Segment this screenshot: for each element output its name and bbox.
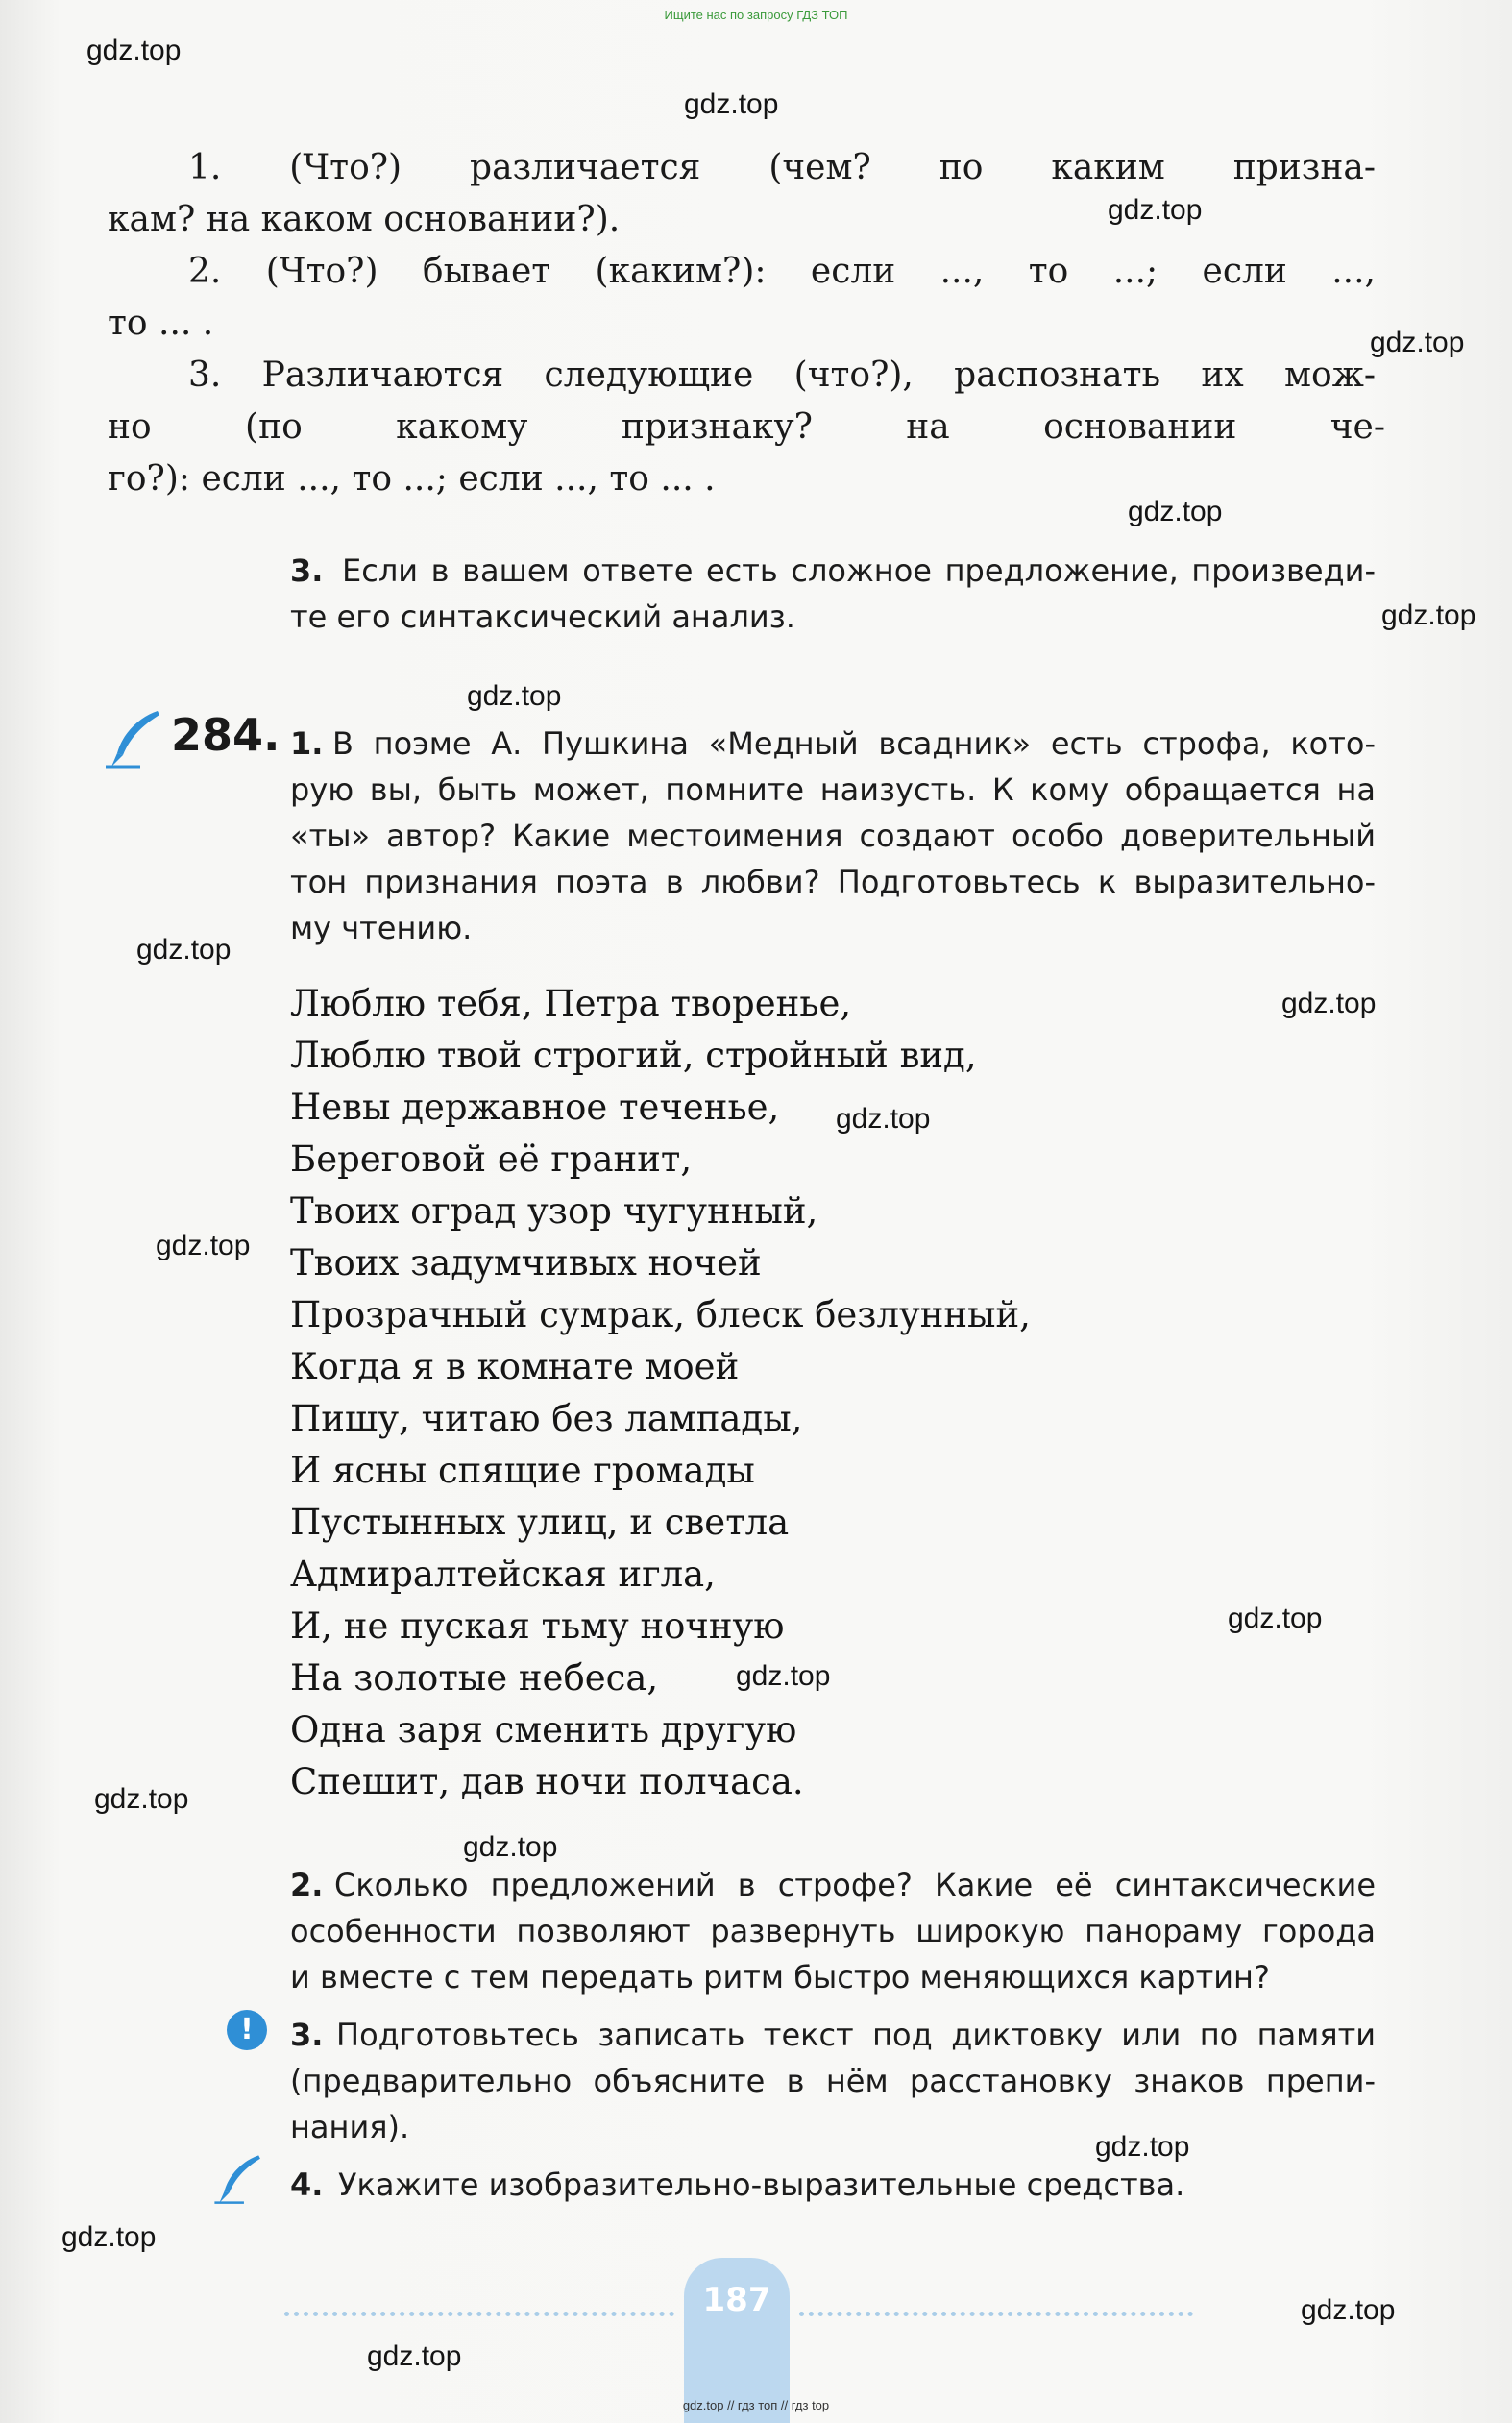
poem-line: Береговой её гранит,: [290, 1138, 693, 1180]
watermark: gdz.top: [463, 1831, 558, 1863]
task-text: Укажите изобразительно-выразительные средства.: [338, 2166, 1185, 2203]
poem-line: Пишу, читаю без лампады,: [290, 1398, 803, 1439]
watermark: gdz.top: [1108, 194, 1203, 226]
poem-line: На золотые небеса,: [290, 1657, 659, 1699]
poem-line: Невы державное теченье,: [290, 1087, 780, 1128]
watermark: gdz.top: [684, 88, 779, 120]
watermark: gdz.top: [136, 934, 232, 966]
pen-icon: [211, 2152, 265, 2206]
plan-line: кам? на каком основании?).: [108, 200, 621, 239]
exclamation-icon: !: [227, 2010, 267, 2050]
task-text: тон признания поэта в любви? Подготовьтесь к выразительно-: [290, 864, 1376, 900]
task-text: му чтению.: [290, 910, 473, 946]
footer-dots: [284, 2312, 674, 2316]
plan-line: 2. (Что?) бывает (каким?): если ..., то ...; если ...,: [188, 252, 1376, 291]
watermark: gdz.top: [1301, 2294, 1396, 2326]
task-text: нания).: [290, 2109, 410, 2145]
watermark: gdz.top: [94, 1783, 189, 1815]
pen-icon: [102, 707, 165, 771]
watermark: gdz.top: [1128, 496, 1223, 527]
poem-line: Одна заря сменить другую: [290, 1709, 797, 1750]
poem-line: Люблю тебя, Петра творенье,: [290, 983, 852, 1024]
task-text: Сколько предложений в строфе? Какие её синтаксические: [334, 1867, 1376, 1903]
watermark: gdz.top: [1370, 327, 1465, 358]
task-number: 1.: [290, 725, 324, 762]
task-number: 3.: [290, 2017, 324, 2053]
task-number: 4.: [290, 2166, 324, 2203]
poem-line: Адмиралтейская игла,: [290, 1554, 716, 1595]
poem-line: Твоих оград узор чугунный,: [290, 1190, 818, 1232]
task-text: те его синтаксический анализ.: [290, 599, 795, 635]
plan-line: 3. Различаются следующие (что?), распознать их мож-: [188, 355, 1376, 395]
watermark: gdz.top: [367, 2340, 462, 2372]
footer-dots: [799, 2312, 1193, 2316]
poem-line: Прозрачный сумрак, блеск безлунный,: [290, 1294, 1031, 1335]
exercise-number: 284.: [171, 709, 280, 761]
poem-line: Пустынных улиц, и светла: [290, 1502, 790, 1543]
plan-line: то ... .: [108, 304, 214, 343]
task-text: рую вы, быть может, помните наизусть. К кому обращается на: [290, 771, 1376, 808]
poem-line: Когда я в комнате моей: [290, 1346, 740, 1387]
task-text: Подготовьтесь записать текст под диктовку или по памяти: [336, 2017, 1376, 2053]
poem-line: И, не пуская тьму ночную: [290, 1605, 785, 1647]
plan-line: 1. (Что?) различается (чем? по каким призна-: [188, 148, 1376, 187]
watermark: gdz.top: [1381, 600, 1476, 631]
watermark: gdz.top: [836, 1103, 931, 1135]
watermark: gdz.top: [156, 1230, 251, 1261]
task-text: особенности позволяют развернуть широкую панораму города: [290, 1913, 1376, 1949]
task-text: (предварительно объясните в нём расстановку знаков препи-: [290, 2063, 1376, 2099]
task-text: Если в вашем ответе есть сложное предложение, произведи-: [342, 552, 1376, 589]
watermark: gdz.top: [61, 2221, 157, 2253]
task-text: и вместе с тем передать ритм быстро меняющихся картин?: [290, 1959, 1270, 1995]
poem-line: Твоих задумчивых ночей: [290, 1242, 762, 1284]
watermark: gdz.top: [1281, 988, 1377, 1019]
poem-line: Люблю твой строгий, стройный вид,: [290, 1035, 977, 1076]
plan-line: го?): если ..., то ...; если ..., то ... .: [108, 459, 716, 499]
watermark: gdz.top: [467, 680, 562, 712]
task-number: 2.: [290, 1867, 324, 1903]
task-text: «ты» автор? Какие местоимения создают особо доверительный: [290, 818, 1376, 854]
watermark: gdz.top: [1228, 1603, 1323, 1634]
plan-line: но (по какому признаку? на основании че-: [108, 407, 1385, 447]
watermark: gdz.top: [1095, 2131, 1190, 2163]
poem-line: Спешит, дав ночи полчаса.: [290, 1761, 804, 1802]
watermark: gdz.top: [736, 1660, 831, 1692]
bottom-banner: gdz.top // гдз топ // гдз top: [682, 2398, 830, 2412]
watermark: gdz.top: [86, 35, 182, 66]
task-text: В поэме А. Пушкина «Медный всадник» есть строфа, кото-: [332, 725, 1376, 762]
page-number: 187: [702, 2281, 771, 2319]
poem-line: И ясны спящие громады: [290, 1450, 755, 1491]
task-number: 3.: [290, 552, 324, 589]
top-banner: Ищите нас по запросу ГДЗ ТОП: [664, 8, 848, 22]
